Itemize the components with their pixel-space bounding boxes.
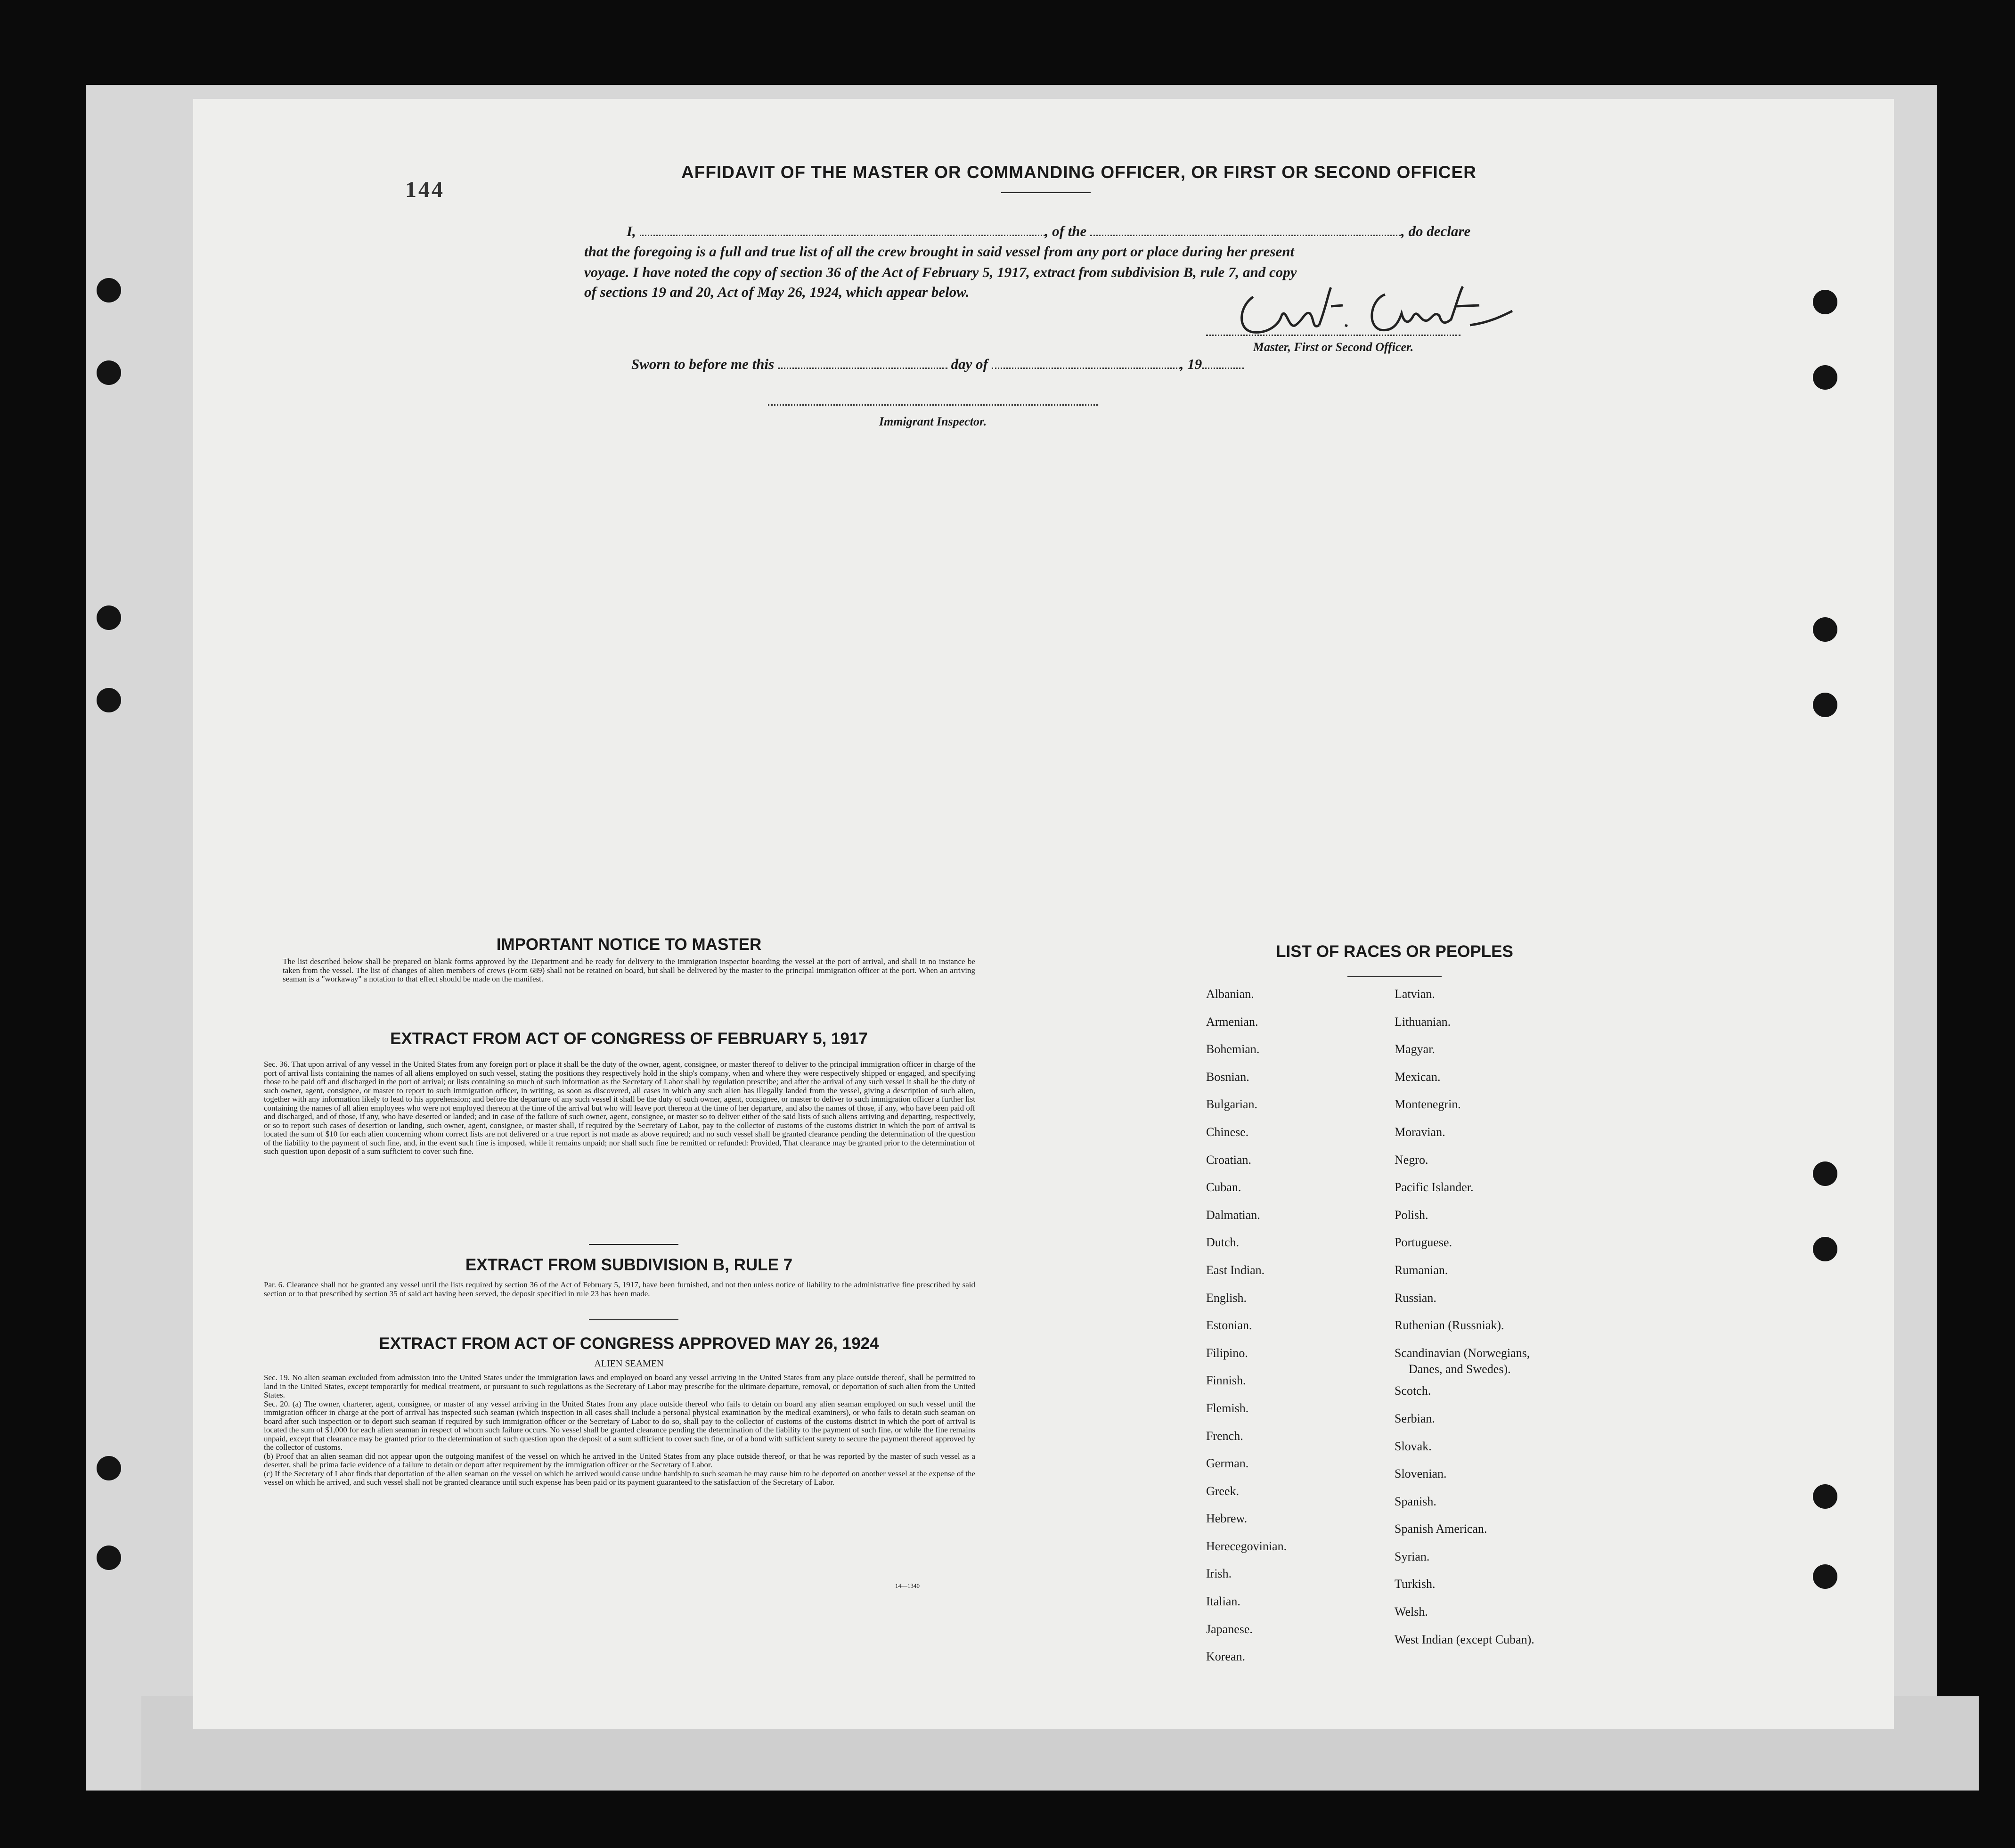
section-divider — [589, 1244, 678, 1245]
extract-1917-body: Sec. 36. That upon arrival of any vessel in the United States from any foreign port or place it shall be the duty of the owner, agent, consignee, or master thereof to deliver to the principal immigration officer in charge of the port of arrival lists containing the names of all aliens employed on such vessel, stating the positions they respectively hold in the ship's company, when and where they were respectively shipped or engaged, and specifying those to be paid off and discharged in the port of arrival; or lists containing so much of such information as the Secretary of Labor shall by regulation prescribe; and after the arrival of any such vessel it shall be the duty of such owner, agent, consignee, or master to report to such immigration officer, in writing, as soon as discovered, all cases in which any such alien has illegally landed from the vessel, giving a description of such alien, together with any information likely to lead to his apprehension; and before the departure of any such vessel it shall be the duty of such owner, agent, consignee, or master to deliver to such immigration officer a further list containing the names of all alien employees who were not employed thereon at the time of the arrival but who will leave port thereon at the time of her departure, and also the names of those, if any, who have been paid off and discharged, and of those, if any, who have deserted or landed; and in case of the failure of such owner, agent, consignee, or master so to deliver either of the said lists of such aliens arriving and departing, respectively, or so to report such cases of desertion or landing, such owner, agent, consignee, or master shall, if required by the Secretary of Labor, pay to the collector of customs of the customs district in which the port of arrival is located the sum of $10 for each alien concerning whom correct lists are not delivered or a true report is not made as above required; and no such vessel shall be granted clearance pending the determination of the question of the liability to the payment of such fine, and, in the event such fine is imposed, while it remains unpaid; nor shall such fine be remitted or refunded: Provided, That clearance may be granted prior to the determination of such question upon deposit of a sum sufficient to cover such fine. — [264, 1060, 975, 1156]
section-divider — [589, 1319, 678, 1320]
race-item: East Indian. — [1206, 1263, 1265, 1277]
race-item: Estonian. — [1206, 1318, 1252, 1333]
race-item: Chinese. — [1206, 1125, 1249, 1139]
race-item: Ruthenian (Russniak). — [1395, 1318, 1504, 1333]
affidavit-declare: , do declare — [1401, 223, 1471, 239]
extract-rule-7-body: Par. 6. Clearance shall not be granted any vessel until the lists required by section 36 of the Act of February 5, 1917, have been furnished, and not then unless notice of liability to the administrative fine prescribed by said section or to that prescribed by section 35 of said act having been served, the deposit specified in rule 23 has been made. — [264, 1280, 975, 1298]
punch-hole — [1813, 693, 1837, 717]
vessel-blank — [1090, 221, 1401, 236]
affidavit-line-3: voyage. I have noted the copy of section 36 of the Act of February 5, 1917, extract from subdivision B, rule 7, and copy — [584, 264, 1297, 280]
punch-hole — [97, 688, 121, 712]
race-item: English. — [1206, 1291, 1247, 1305]
race-item: Filipino. — [1206, 1346, 1248, 1360]
sworn-year-blank — [1202, 354, 1244, 369]
race-item: Danes, and Swedes). — [1409, 1362, 1511, 1376]
race-item: Slovak. — [1395, 1439, 1432, 1453]
extract-rule-7-title: EXTRACT FROM SUBDIVISION B, RULE 7 — [465, 1256, 793, 1274]
alien-seamen-subtitle: ALIEN SEAMEN — [594, 1358, 664, 1369]
notice-body: The list described below shall be prepared on blank forms approved by the Department and be ready for delivery to the immigration inspector boarding the vessel at the port of arrival, and shall in no instance be taken from the vessel. The list of changes of alien members of crews (Form 689) shall not be retained on board, but shall be delivered by the master to the principal immigration officer at the port. When an arriving seaman is a "workaway" a notation to that effect should be made on the manifest. — [283, 957, 975, 983]
races-title: LIST OF RACES OR PEOPLES — [1276, 942, 1513, 961]
punch-hole — [1813, 1564, 1837, 1589]
race-item: Turkish. — [1395, 1577, 1436, 1591]
race-item: Pacific Islander. — [1395, 1180, 1474, 1194]
sec-20c: (c) If the Secretary of Labor finds that deportation of the alien seaman on the vessel on which he arrived would cause undue hardship to such seaman he may cause him to be deported on another vessel at the expense of the vessel on which he arrived, and such vessel shall not be granted clearance until such expense has been paid or its payment guaranteed to the satisfaction of the Secretary of Labor. — [264, 1469, 975, 1487]
race-item: German. — [1206, 1456, 1249, 1471]
race-item: Bosnian. — [1206, 1070, 1249, 1084]
affidavit-i: I, — [627, 223, 636, 239]
punch-hole — [1813, 290, 1837, 314]
punch-hole — [1813, 617, 1837, 642]
extract-1924-title: EXTRACT FROM ACT OF CONGRESS APPROVED MAY 26, 1924 — [379, 1334, 879, 1353]
race-item: Cuban. — [1206, 1180, 1241, 1194]
sworn-month-blank — [992, 354, 1180, 369]
race-item: Italian. — [1206, 1595, 1240, 1609]
punch-hole — [97, 1545, 121, 1570]
race-item: Albanian. — [1206, 987, 1254, 1001]
race-item: Greek. — [1206, 1484, 1240, 1498]
race-item: Magyar. — [1395, 1042, 1435, 1056]
signature-caption: Master, First or Second Officer. — [1253, 340, 1414, 354]
race-item: Flemish. — [1206, 1401, 1249, 1415]
officer-signature — [1234, 278, 1517, 344]
race-item: Armenian. — [1206, 1014, 1258, 1029]
race-item: Spanish American. — [1395, 1522, 1487, 1536]
sec-19: Sec. 19. No alien seaman excluded from admission into the United States under the immigration laws and employed on board any vessel arriving in the United States from any place outside thereof, shall be permitted to land in the United States, except temporarily for medical treatment, or pursuant to such regulations as the Secretary of Labor may prescribe for the ultimate departure, removal, or deportation of such alien from the United States. — [264, 1373, 975, 1399]
race-item: Bohemian. — [1206, 1042, 1260, 1056]
race-item: Rumanian. — [1395, 1263, 1448, 1277]
race-item: French. — [1206, 1429, 1243, 1443]
race-item: Latvian. — [1395, 987, 1435, 1001]
races-divider — [1347, 976, 1442, 977]
race-item: Scandinavian (Norwegians, — [1395, 1346, 1530, 1360]
punch-hole — [97, 278, 121, 303]
affidavit-title: AFFIDAVIT OF THE MASTER OR COMMANDING OFFICER, OR FIRST OR SECOND OFFICER — [681, 163, 1477, 182]
punch-hole — [1813, 1237, 1837, 1261]
punch-hole — [1813, 365, 1837, 390]
race-item: Korean. — [1206, 1650, 1246, 1664]
race-item: Bulgarian. — [1206, 1097, 1258, 1112]
affidavit-line-2: that the foregoing is a full and true list of all the crew brought in said vessel from any port or place during her present — [584, 243, 1295, 260]
race-item: Montenegrin. — [1395, 1097, 1461, 1112]
extract-1917-title: EXTRACT FROM ACT OF CONGRESS OF FEBRUARY 5, 1917 — [390, 1030, 868, 1048]
page-number: 144 — [405, 177, 445, 202]
race-item: Scotch. — [1395, 1384, 1431, 1398]
race-item: Finnish. — [1206, 1374, 1246, 1388]
race-item: Dalmatian. — [1206, 1208, 1260, 1222]
punch-hole — [1813, 1161, 1837, 1186]
extract-1924-body — [264, 1374, 975, 1487]
race-item: West Indian (except Cuban). — [1395, 1632, 1534, 1646]
race-item: Croatian. — [1206, 1153, 1252, 1167]
affidavit-line-1 — [627, 221, 1512, 240]
notice-title: IMPORTANT NOTICE TO MASTER — [496, 935, 762, 954]
race-item: Russian. — [1395, 1291, 1436, 1305]
race-item: Lithuanian. — [1395, 1014, 1451, 1029]
affidavit-line-4: of sections 19 and 20, Act of May 26, 1924, which appear below. — [584, 284, 970, 300]
affidavit-of-the: , of the — [1044, 223, 1087, 239]
name-blank — [640, 221, 1045, 236]
sworn-day-blank — [778, 354, 947, 369]
race-item: Spanish. — [1395, 1494, 1436, 1508]
race-item: Dutch. — [1206, 1235, 1240, 1250]
punch-hole — [1813, 1484, 1837, 1509]
races-right-column — [1395, 987, 1640, 1660]
punch-hole — [97, 1456, 121, 1480]
races-left-column — [1206, 987, 1376, 1677]
race-item: Slovenian. — [1395, 1467, 1447, 1481]
race-item: Portuguese. — [1395, 1235, 1452, 1250]
race-item: Polish. — [1395, 1208, 1428, 1222]
inspector-line — [768, 404, 1098, 406]
punch-hole — [97, 605, 121, 630]
race-item: Moravian. — [1395, 1125, 1445, 1139]
signature-line — [1206, 335, 1460, 336]
race-item: Syrian. — [1395, 1549, 1430, 1563]
punch-hole — [97, 360, 121, 385]
form-number: 14—1340 — [895, 1582, 920, 1589]
sec-20b: (b) Proof that an alien seaman did not appear upon the outgoing manifest of the vessel on which he arrived in the United States from any place outside thereof, or that he was reported by the master of such vessel as a deserter, shall be prima facie evidence of a failure to detain or deport after requirement by the immigration officer or the Secretary of Labor. — [264, 1451, 975, 1469]
sworn-day-of: day of — [951, 356, 988, 372]
race-item: Negro. — [1395, 1153, 1428, 1167]
sworn-prefix: Sworn to before me this — [631, 356, 775, 372]
race-item: Serbian. — [1395, 1411, 1435, 1425]
sec-20a: Sec. 20. (a) The owner, charterer, agent, consignee, or master of any vessel arriving in the United States from any place outside thereof who fails to detain on board any alien seaman employed on such vessel until the immigration officer in charge at the port of arrival has inspected such seaman (which inspection in all cases shall include a personal physical examination by the medical examiners), or who fails to detain such seaman on board after such inspection or to deport such seaman if required by such immigration officer or the Secretary of Labor to do so, shall pay to the collector of customs of the customs district in which the port of arrival is located the sum of $1,000 for each alien seaman in respect of whom such failure occurs. No vessel shall be granted clearance pending the determination of the liability to the payment of such fine, or while the fine remains unpaid, except that clearance may be granted prior to the determination of such question upon the deposit of a sum sufficient to cover such fine, or of a bond with sufficient surety to secure the payment thereof approved by the collector of customs. — [264, 1399, 975, 1452]
race-item: Japanese. — [1206, 1622, 1253, 1636]
sworn-year: , 19 — [1180, 356, 1202, 372]
title-divider — [1001, 192, 1091, 193]
race-item: Herecegovinian. — [1206, 1539, 1287, 1553]
race-item: Welsh. — [1395, 1605, 1428, 1619]
inspector-caption: Immigrant Inspector. — [879, 415, 987, 428]
race-item: Hebrew. — [1206, 1512, 1248, 1526]
sworn-line — [631, 354, 1291, 373]
race-item: Irish. — [1206, 1567, 1232, 1581]
race-item: Mexican. — [1395, 1070, 1441, 1084]
